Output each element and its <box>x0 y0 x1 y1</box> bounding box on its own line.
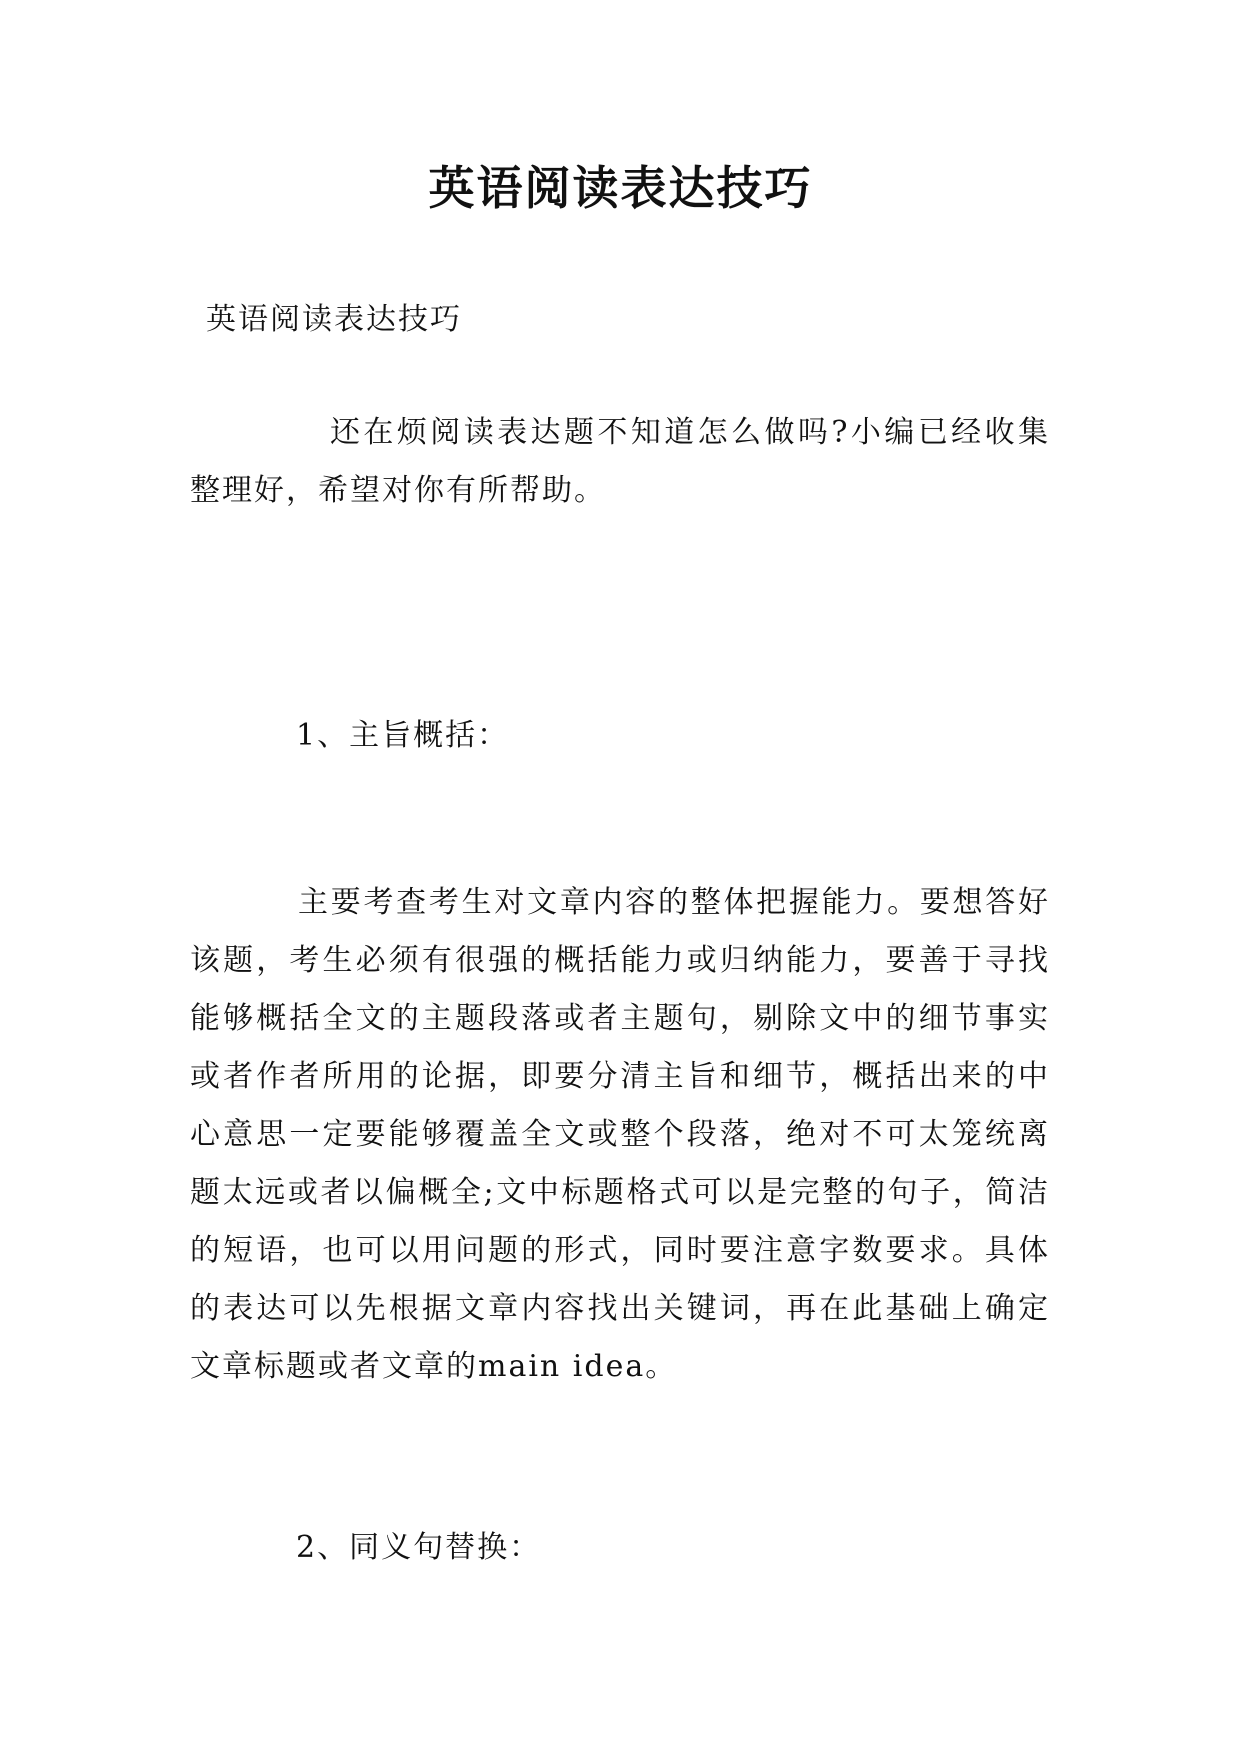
document-subtitle: 英语阅读表达技巧 <box>206 302 462 337</box>
section-2-heading: 2、同义句替换： <box>296 1530 542 1565</box>
section-1-heading: 1、主旨概括： <box>296 718 510 753</box>
document-title: 英语阅读表达技巧 <box>428 161 813 215</box>
intro-paragraph: 还在烦阅读表达题不知道怎么做吗?小编已经收集整理好，希望对你有所帮助。 <box>190 415 1050 508</box>
section-1-body: 主要考查考生对文章内容的整体把握能力。要想答好该题，考生必须有很强的概括能力或归纳能力，要善于寻找能够概括全文的主题段落或者主题句，剔除文中的细节事实或者作者所用的论据，即要分清主旨和细节，概括出来的中心意思一定要能够覆盖全文或整个段落，绝对不可太笼统离题太远或者以偏概全;文中标题格式可以是完整的句子，简洁的短语，也可以用问题的形式，同时要注意字数要求。具体的表达可以先根据文章内容找出关键词，再在此基础上确定文章标题或者文章的main idea。 <box>190 885 1050 1384</box>
